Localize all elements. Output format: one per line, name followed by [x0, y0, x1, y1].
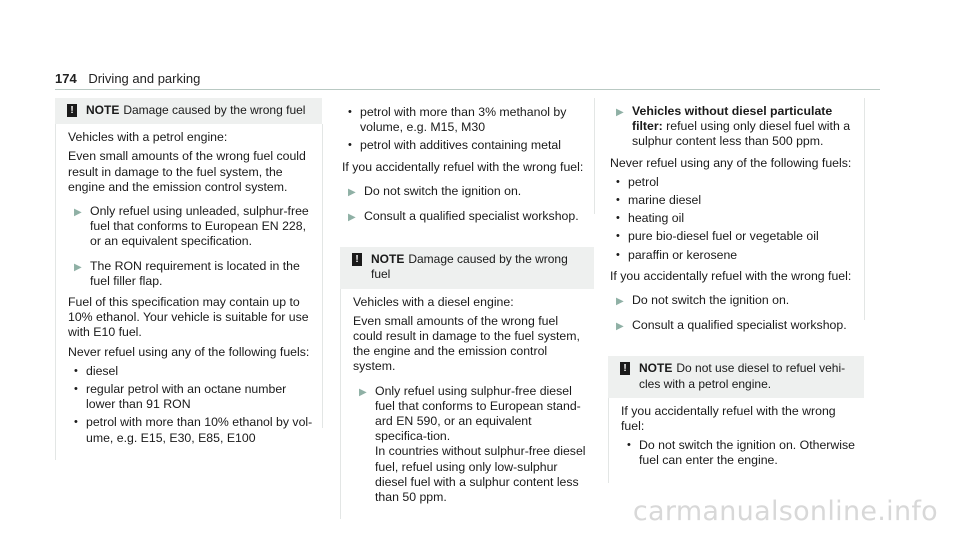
bullet-list: [342, 105, 586, 154]
action-text-part: Only refuel using sulphur-free diesel fuel that conforms to European stand-ard EN 590, or an equivalent specifica-tion.: [375, 383, 581, 444]
arrow-icon: ▶: [348, 186, 356, 198]
column-2: [340, 98, 594, 519]
column-divider: [864, 98, 865, 320]
column-3: [608, 98, 864, 483]
action-text: [632, 104, 856, 150]
note-body: [340, 289, 594, 520]
bullet-icon: •: [616, 194, 620, 207]
list-item: [68, 382, 314, 412]
action-text: Do not switch the ignition on.: [364, 183, 522, 198]
action-text: Consult a qualified specialist workshop.: [632, 318, 847, 333]
list-item-text: pure bio-diesel fuel or vegetable oil: [628, 229, 819, 244]
note-body: [55, 124, 322, 460]
note-label: NOTE: [371, 252, 405, 267]
continued-section: [608, 98, 864, 348]
action-step: [610, 293, 856, 309]
action-step: [342, 209, 586, 225]
paragraph: If you accidentally refuel with the wrong fuel:: [342, 159, 584, 174]
action-text: [375, 384, 586, 506]
watermark: carmanualsonline.info: [632, 496, 938, 527]
list-item-text: diesel: [86, 363, 119, 378]
note-title: Damage caused by the wrong fuel: [371, 252, 568, 282]
action-text: Do not switch the ignition on.: [632, 293, 790, 308]
column-1: [55, 98, 322, 460]
bullet-icon: •: [74, 383, 78, 396]
page-header: [55, 71, 200, 86]
paragraph: If you accidentally refuel with the wrong fuel:: [610, 268, 852, 283]
column-divider: [322, 124, 323, 428]
action-text-part: refuel using only diesel fuel with a sulphur content less than 500 ppm.: [632, 119, 851, 149]
action-step: [68, 259, 314, 289]
paragraph: Even small amounts of the wrong fuel could result in damage to the fuel system, the engine and the emission control system.: [68, 149, 306, 194]
continued-list: [340, 98, 594, 239]
arrow-icon: ▶: [616, 107, 624, 118]
list-item: [621, 438, 856, 468]
list-item-text: heating oil: [628, 211, 685, 226]
action-step: [610, 318, 856, 334]
action-step: [342, 184, 586, 200]
paragraph: Vehicles with a petrol engine:: [68, 130, 228, 145]
warning-icon: !: [67, 104, 77, 117]
list-item: [68, 364, 314, 379]
arrow-icon: ▶: [74, 207, 82, 219]
action-text: Only refuel using unleaded, sulphur-free fuel that conforms to European EN 228, or an equivalent specification.: [90, 204, 309, 249]
paragraph: If you accidentally refuel with the wrong fuel:: [621, 403, 836, 434]
list-item: [610, 248, 856, 263]
action-text: Consult a qualified specialist workshop.: [364, 209, 579, 224]
action-step: [68, 204, 314, 250]
list-item-text: Do not switch the ignition on. Otherwise fuel can enter the engine.: [639, 438, 855, 468]
bullet-list: [621, 438, 856, 468]
header-divider: [55, 89, 880, 90]
note-header: [55, 98, 322, 124]
note-header: [340, 247, 594, 288]
column-divider: [594, 98, 595, 214]
warning-icon: !: [352, 253, 362, 266]
action-step: [353, 384, 586, 506]
arrow-icon: ▶: [359, 386, 367, 398]
note-title: Damage caused by the wrong fuel: [123, 103, 306, 117]
paragraph: Fuel of this specification may contain up to 10% ethanol. Your vehicle is suitable for use with E10 fuel.: [68, 295, 309, 340]
list-item: [610, 175, 856, 190]
bullet-icon: •: [616, 175, 620, 188]
note-label: NOTE: [86, 103, 120, 117]
bullet-icon: •: [74, 416, 78, 429]
action-bold-text: Vehicles without diesel particulate filter:: [632, 104, 833, 134]
paragraph: Never refuel using any of the following fuels:: [68, 344, 310, 359]
list-item-text: petrol: [628, 174, 659, 189]
bullet-icon: •: [616, 248, 620, 261]
list-item-text: marine diesel: [628, 193, 702, 208]
bullet-icon: •: [348, 106, 352, 118]
list-item: [610, 211, 856, 226]
bullet-icon: •: [627, 439, 631, 452]
action-step: [610, 104, 856, 150]
note-title: Do not use diesel to refuel vehi-cles with a petrol engine.: [639, 361, 846, 391]
bullet-icon: •: [74, 364, 78, 377]
list-item-text: petrol with more than 3% methanol by volume, e.g. M15, M30: [360, 105, 567, 135]
list-item-text: petrol with additives containing metal: [360, 138, 561, 153]
note-label: NOTE: [639, 361, 673, 376]
page-number: 174: [55, 71, 77, 86]
list-item: [342, 138, 586, 153]
paragraph: Never refuel using any of the following fuels:: [610, 155, 852, 170]
bullet-icon: •: [348, 139, 352, 152]
list-item-text: regular petrol with an octane number lower than 91 RON: [86, 382, 287, 412]
list-item: [68, 415, 314, 445]
list-item-text: paraffin or kerosene: [628, 247, 738, 262]
note-header: [608, 356, 864, 397]
action-text: The RON requirement is located in the fuel filler flap.: [90, 258, 300, 288]
arrow-icon: ▶: [74, 261, 82, 273]
bullet-list: [610, 175, 856, 263]
list-item: [610, 193, 856, 208]
bullet-list: [68, 364, 314, 446]
note-body: [608, 398, 864, 483]
bullet-icon: •: [616, 212, 620, 225]
arrow-icon: ▶: [348, 212, 356, 224]
arrow-icon: ▶: [616, 296, 624, 308]
list-item-text: petrol with more than 10% ethanol by vol-ume, e.g. E15, E30, E85, E100: [86, 415, 313, 445]
arrow-icon: ▶: [616, 321, 624, 333]
section-title: Driving and parking: [88, 71, 201, 86]
paragraph: Even small amounts of the wrong fuel could result in damage to the fuel system, the engine and the emission control system.: [353, 313, 580, 374]
bullet-icon: •: [616, 230, 620, 243]
paragraph: Vehicles with a diesel engine:: [353, 294, 514, 309]
action-text-part: In countries without sulphur-free diesel fuel, refuel using only low-sulphur diesel fuel with a sulphur content less than 50 ppm.: [375, 444, 586, 505]
list-item: [610, 229, 856, 244]
warning-icon: !: [620, 362, 630, 375]
list-item: [342, 105, 586, 135]
